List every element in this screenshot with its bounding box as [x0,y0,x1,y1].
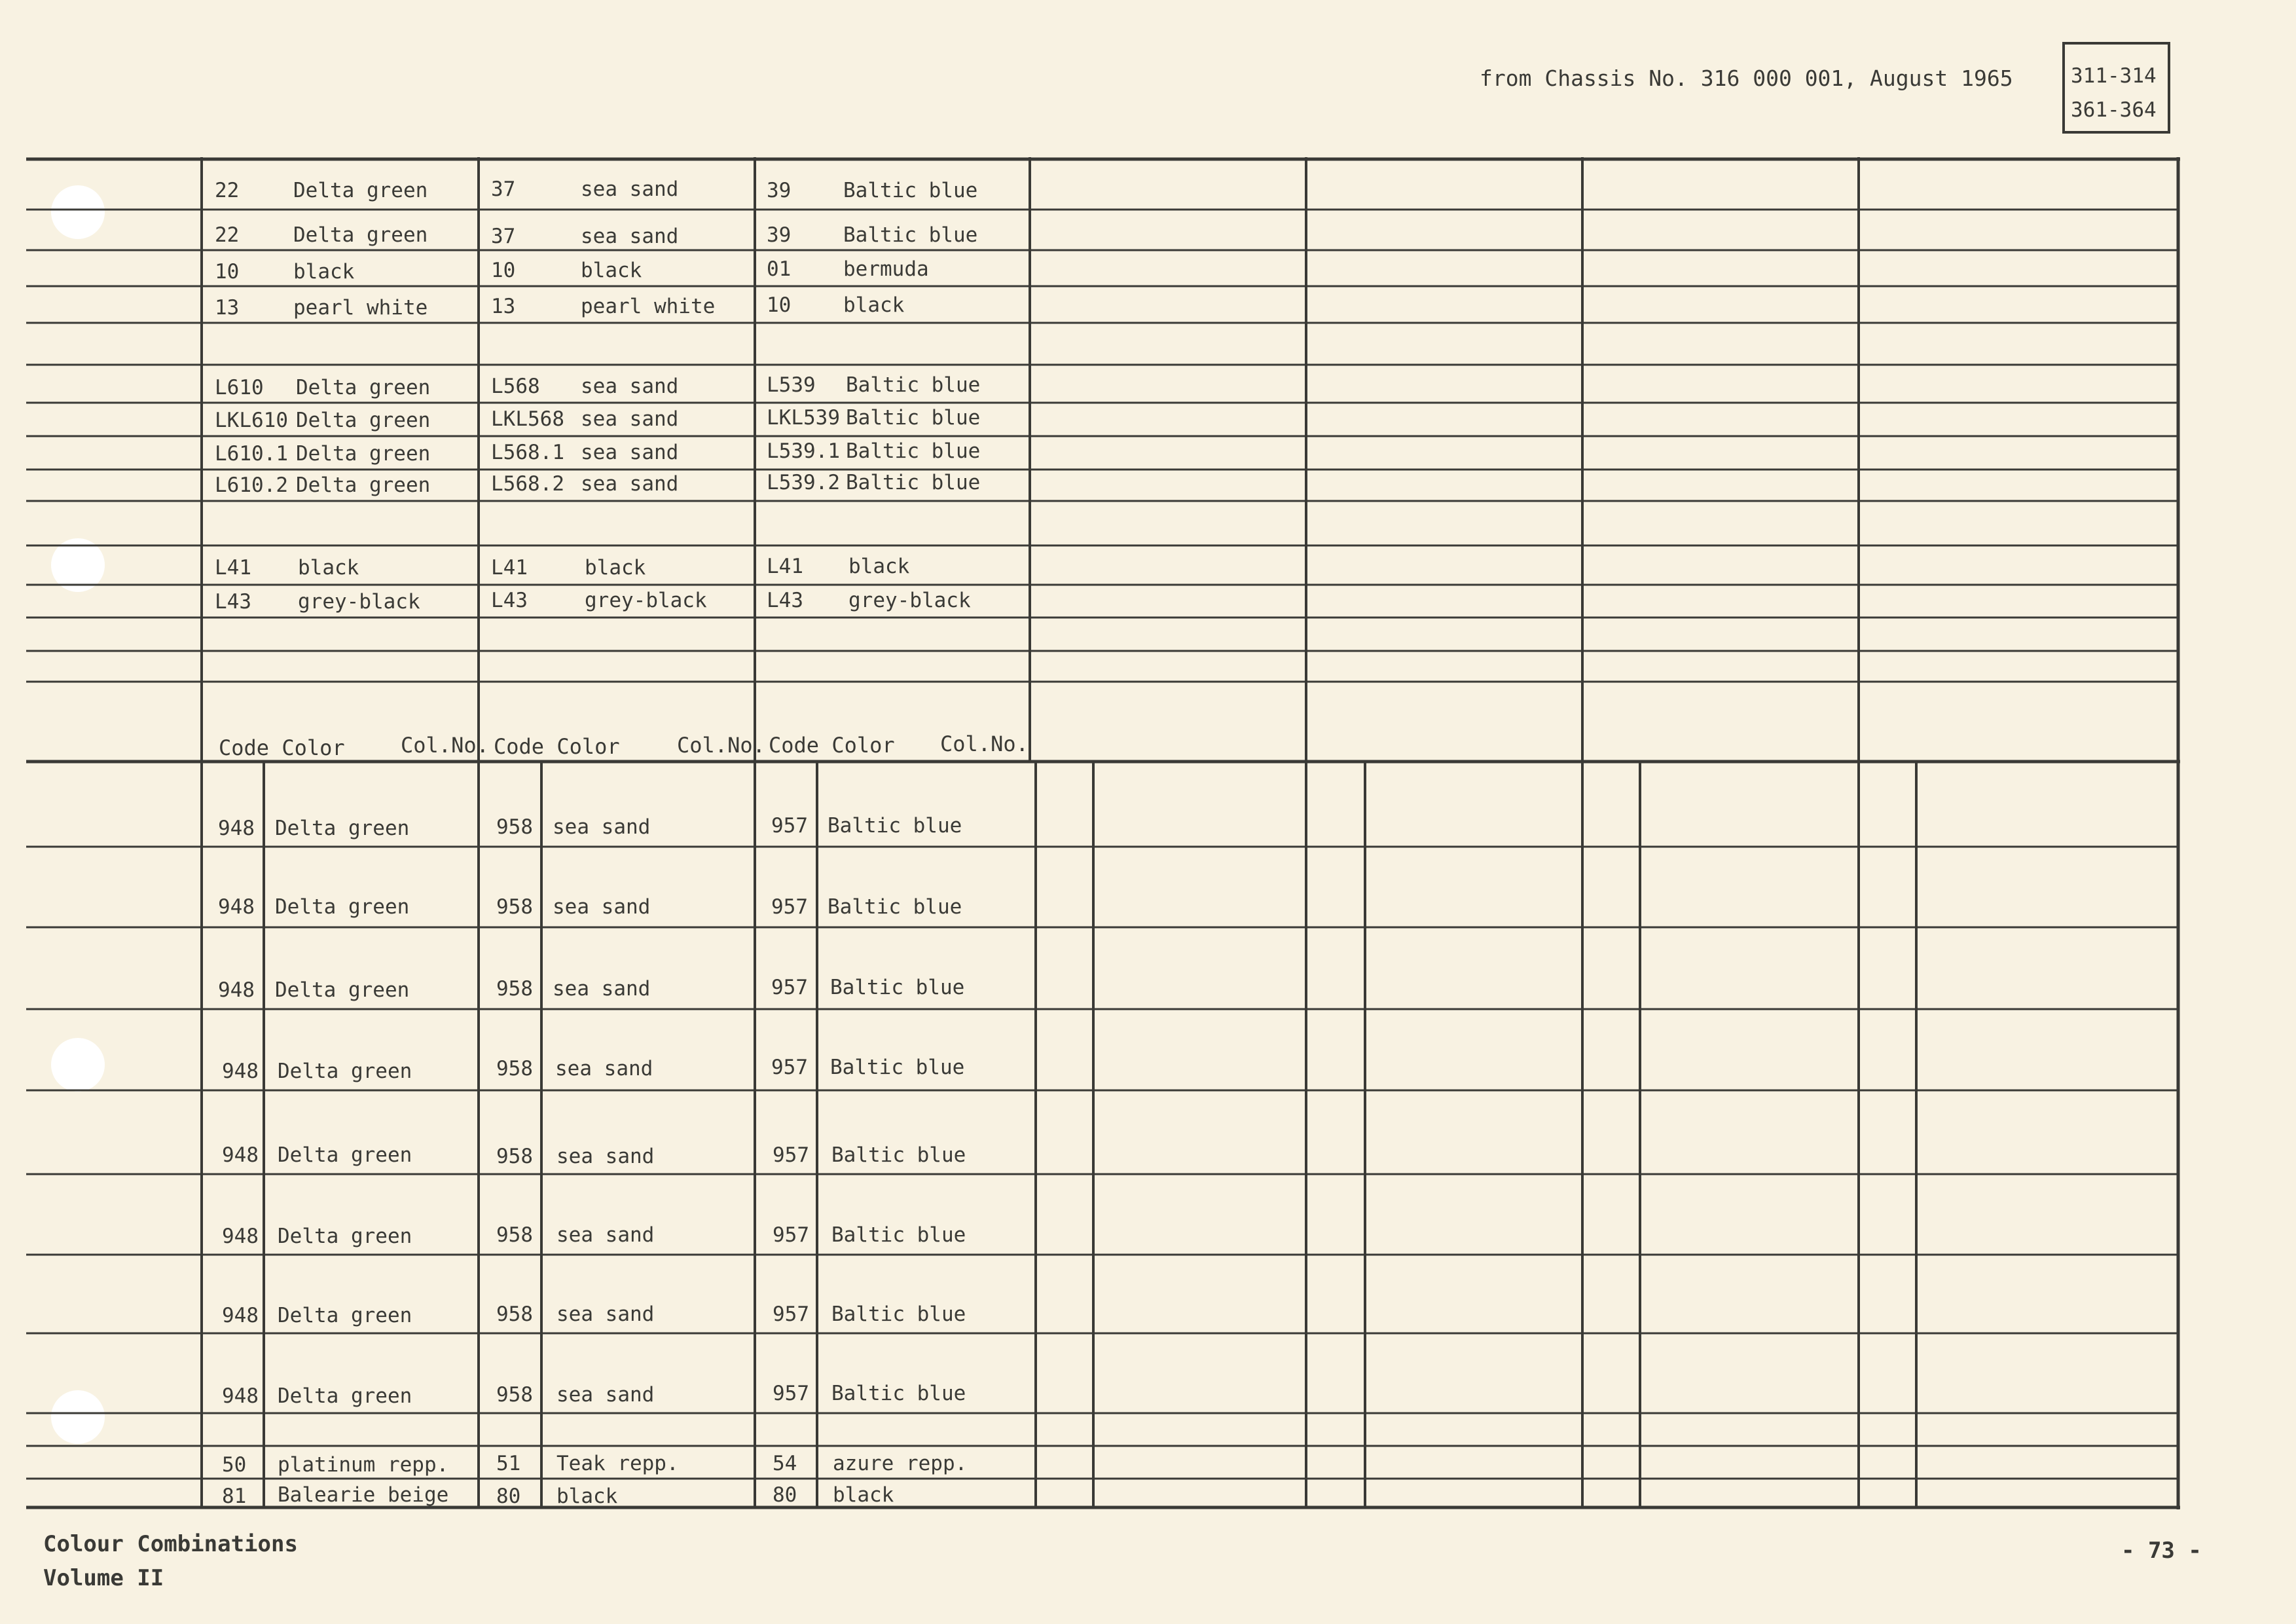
color-cell: black [293,260,355,284]
color-cell: black [843,293,905,317]
color-cell: Delta green [293,179,428,202]
code-cell: 948 [222,1143,259,1167]
code-cell: L568 [491,375,540,398]
code-cell: 13 [491,295,516,318]
code-cell: L539.1 [767,439,840,463]
color-cell: Baltic blue [843,179,978,202]
color-cell: sea sand [556,1223,655,1247]
color-cell: grey-black [585,589,707,612]
color-cell: black [585,556,646,580]
color-cell: black [298,556,359,580]
code-cell: 10 [767,293,792,317]
code-cell: 54 [773,1452,797,1475]
code-cell: L41 [215,556,251,580]
color-cell: sea sand [556,1383,655,1407]
color-cell: sea sand [581,225,679,248]
col-no-header: Col.No. [940,731,1029,756]
color-cell: sea sand [556,1302,655,1326]
code-cell: 948 [218,817,255,840]
code-cell: 81 [222,1485,247,1508]
color-cell: Baltic blue [831,1382,966,1405]
color-cell: Delta green [275,895,410,919]
code-cell: 958 [496,977,533,1001]
code-cell: L539 [767,373,816,397]
color-cell: platinum repp. [278,1453,449,1477]
color-cell: black [556,1485,618,1508]
code-cell: 957 [773,1223,809,1247]
code-cell: 948 [222,1304,259,1327]
code-cell: L568.2 [491,472,564,496]
code-cell: L610 [215,376,264,399]
color-cell: sea sand [553,815,651,839]
code-cell: LKL568 [491,407,564,431]
code-cell: 22 [215,223,240,247]
model-range: 311-314 [2071,64,2157,88]
code-cell: 957 [773,1302,809,1326]
code-cell: L610.2 [215,473,288,497]
code-cell: 948 [222,1384,259,1408]
color-cell: Delta green [296,473,431,497]
model-range: 361-364 [2071,98,2157,122]
color-cell: Baltic blue [828,895,962,919]
color-cell: Delta green [278,1304,412,1327]
color-cell: Baltic blue [831,1143,966,1167]
color-cell: Balearie beige [278,1483,449,1507]
code-cell: L43 [215,590,251,614]
code-cell: 958 [496,1302,533,1326]
color-cell: sea sand [556,1145,655,1168]
code-cell: 01 [767,257,792,281]
page-number: - 73 - [2121,1538,2202,1564]
color-cell: Delta green [275,978,410,1002]
code-cell: 80 [773,1483,797,1507]
code-cell: L539.2 [767,471,840,494]
code-cell: 37 [491,225,516,248]
color-cell: sea sand [553,895,651,919]
color-cell: Delta green [296,442,431,466]
color-cell: black [833,1483,894,1507]
code-cell: 958 [496,895,533,919]
code-cell: 948 [218,895,255,919]
color-cell: Baltic blue [846,471,981,494]
code-cell: 957 [771,814,808,838]
code-color-header: Code Color [769,733,895,758]
footer-title: Colour Combinations [43,1531,298,1557]
color-cell: pearl white [581,295,716,318]
color-cell: Baltic blue [846,439,981,463]
color-cell: bermuda [843,257,929,281]
code-cell: LKL539 [767,406,840,430]
code-cell: 13 [215,296,240,320]
color-cell: black [848,555,910,578]
code-cell: 948 [218,978,255,1002]
color-cell: sea sand [581,472,679,496]
footer-volume: Volume II [43,1565,164,1591]
code-cell: L43 [767,589,803,612]
color-cell: Delta green [278,1060,412,1083]
color-cell: Baltic blue [846,406,981,430]
code-color-header: Code Color [494,734,620,759]
code-color-header: Code Color [219,735,345,760]
color-cell: Teak repp. [556,1452,679,1475]
code-cell: 50 [222,1453,247,1477]
color-cell: Delta green [278,1384,412,1408]
color-cell: sea sand [555,1057,653,1080]
color-cell: Baltic blue [830,1056,965,1079]
code-cell: 948 [222,1225,259,1248]
color-cell: sea sand [553,977,651,1001]
code-cell: 51 [496,1452,521,1475]
code-cell: 80 [496,1485,521,1508]
color-cell: Baltic blue [846,373,981,397]
color-cell: grey-black [298,590,420,614]
code-cell: L568.1 [491,441,564,464]
code-cell: 958 [496,1223,533,1247]
col-no-header: Col.No. [401,733,489,758]
color-cell: sea sand [581,177,679,201]
code-cell: 22 [215,179,240,202]
color-cell: Delta green [296,376,431,399]
color-cell: Baltic blue [830,976,965,999]
chassis-info: from Chassis No. 316 000 001, August 1965 [1480,65,2013,91]
code-cell: LKL610 [215,409,288,432]
code-cell: 948 [222,1060,259,1083]
code-cell: 957 [773,1143,809,1167]
code-cell: 39 [767,223,792,247]
color-cell: Delta green [275,817,410,840]
color-cell: Baltic blue [831,1302,966,1326]
color-cell: sea sand [581,441,679,464]
code-cell: L41 [491,556,528,580]
code-cell: 958 [496,815,533,839]
code-cell: 957 [771,1056,808,1079]
code-cell: 958 [496,1145,533,1168]
code-cell: L41 [767,555,803,578]
color-cell: Delta green [278,1225,412,1248]
code-cell: 958 [496,1383,533,1407]
code-cell: 10 [215,260,240,284]
color-cell: sea sand [581,375,679,398]
color-cell: Delta green [293,223,428,247]
code-cell: 37 [491,177,516,201]
color-cell: Delta green [278,1143,412,1167]
color-cell: grey-black [848,589,971,612]
color-cell: Delta green [296,409,431,432]
color-cell: azure repp. [833,1452,968,1475]
color-cell: pearl white [293,296,428,320]
color-cell: Baltic blue [828,814,962,838]
code-cell: L610.1 [215,442,288,466]
color-cell: Baltic blue [831,1223,966,1247]
code-cell: 957 [771,976,808,999]
code-cell: 957 [771,895,808,919]
code-cell: 39 [767,179,792,202]
color-cell: sea sand [581,407,679,431]
code-cell: 958 [496,1057,533,1080]
col-no-header: Col.No. [677,733,765,758]
code-cell: L43 [491,589,528,612]
color-cell: Baltic blue [843,223,978,247]
color-cell: black [581,259,642,282]
code-cell: 10 [491,259,516,282]
code-cell: 957 [773,1382,809,1405]
